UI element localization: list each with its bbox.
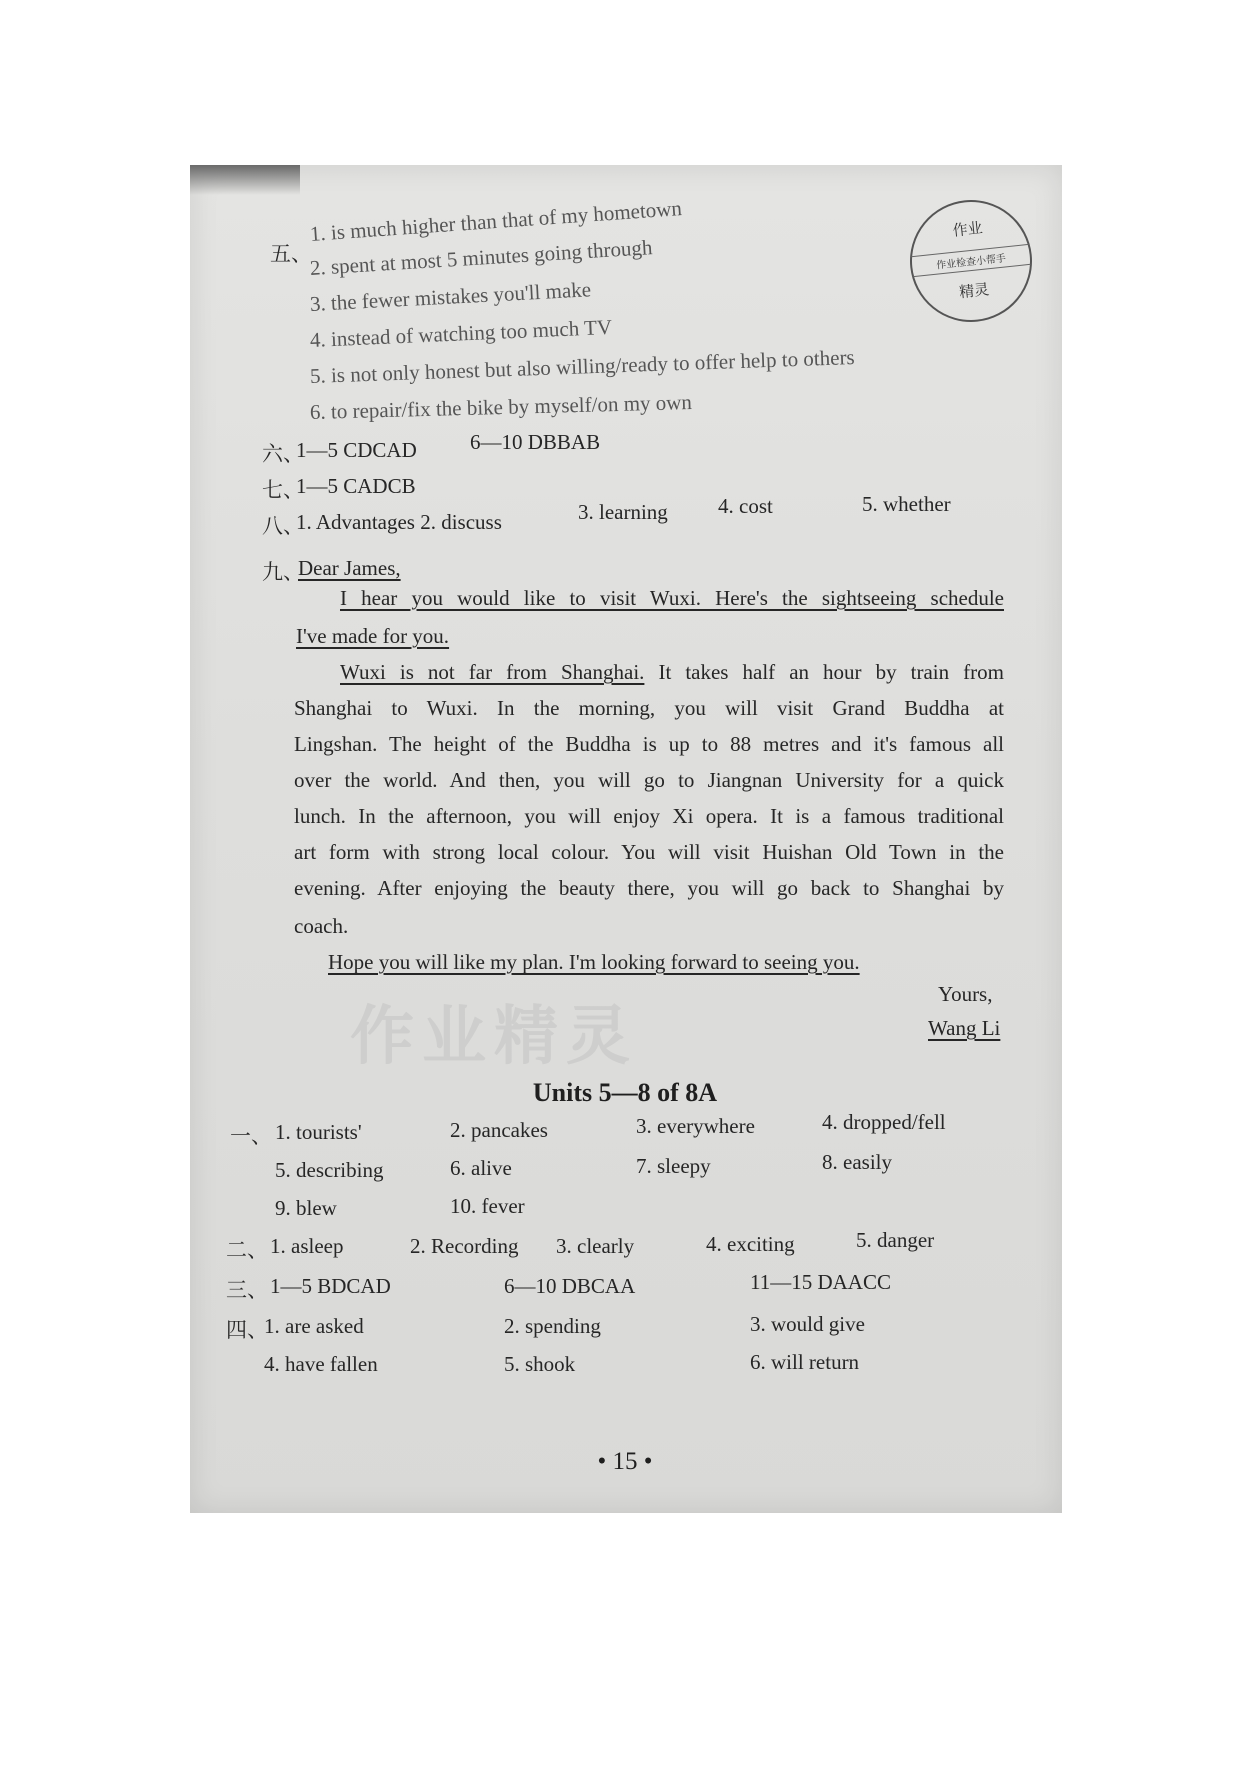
unit-part-3-item-2: 6—10 DBCAA bbox=[504, 1274, 636, 1298]
letter-sign-off: Yours, bbox=[938, 982, 993, 1006]
page-number: • 15 • bbox=[597, 1448, 653, 1475]
unit-part-4-r1c1: 1. are asked bbox=[264, 1314, 364, 1338]
letter-signature: Wang Li bbox=[928, 1016, 1001, 1040]
section-5-item-3: 3. the fewer mistakes you'll make bbox=[309, 277, 592, 316]
unit-part-4-r1c3: 3. would give bbox=[750, 1312, 865, 1336]
letter-para-1-line-2: I've made for you. bbox=[296, 624, 450, 648]
stamp-line-1: 作业 bbox=[951, 218, 984, 240]
letter-line-1: Shanghai to Wuxi. In the morning, you will visit Grand Buddha at bbox=[294, 696, 1004, 720]
unit-part-3-item-1: 1—5 BDCAD bbox=[270, 1274, 391, 1298]
letter-para-2-rest: It takes half an hour by train from bbox=[644, 660, 1004, 684]
photo-shadow-edge bbox=[190, 165, 300, 195]
section-5-item-5: 5. is not only honest but also willing/ready to offer help to others bbox=[309, 344, 856, 388]
letter-para-2-line-1 bbox=[340, 660, 1004, 685]
unit-part-1-r1c2: 2. pancakes bbox=[450, 1118, 548, 1142]
section-5-item-1: 1. is much higher than that of my hometown bbox=[309, 196, 683, 246]
letter-para-1-line-1: I hear you would like to visit Wuxi. Here's the sightseeing schedule bbox=[340, 586, 1004, 610]
section-6-marker: 六、 bbox=[262, 442, 304, 466]
unit-part-1-r2c4: 8. easily bbox=[822, 1150, 892, 1174]
section-8-answer-1-2: 1. Advantages 2. discuss bbox=[296, 510, 502, 534]
unit-part-2-marker: 二、 bbox=[226, 1238, 268, 1262]
unit-part-2-item-2: 2. Recording bbox=[410, 1234, 519, 1258]
section-6-answers-b: 6—10 DBBAB bbox=[470, 430, 601, 454]
letter-last-line: coach. bbox=[294, 914, 349, 938]
section-8-marker: 八、 bbox=[262, 514, 304, 538]
watermark: 作业精灵 bbox=[350, 1000, 638, 1074]
unit-part-1-marker: 一、 bbox=[230, 1124, 272, 1148]
section-6-answers-a: 1—5 CDCAD bbox=[296, 438, 417, 462]
unit-part-1-r2c1: 5. describing bbox=[275, 1158, 384, 1182]
unit-part-4-r2c1: 4. have fallen bbox=[264, 1352, 378, 1376]
unit-part-4-r1c2: 2. spending bbox=[504, 1314, 601, 1338]
letter-line-3: over the world. And then, you will go to Jiangnan University for a quick bbox=[294, 768, 1004, 792]
section-9-marker: 九、 bbox=[262, 560, 304, 584]
unit-part-1-r2c3: 7. sleepy bbox=[636, 1154, 711, 1178]
letter-line-2: Lingshan. The height of the Buddha is up to 88 metres and it's famous all bbox=[294, 732, 1004, 756]
letter-para-2-underlined: Wuxi is not far from Shanghai. bbox=[340, 660, 645, 684]
section-5-marker: 五、 bbox=[270, 242, 312, 266]
unit-part-2-item-3: 3. clearly bbox=[556, 1234, 635, 1258]
section-5-item-2: 2. spent at most 5 minutes going through bbox=[309, 235, 654, 280]
unit-part-4-r2c3: 6. will return bbox=[750, 1350, 860, 1374]
unit-part-1-r3c2: 10. fever bbox=[450, 1194, 525, 1218]
section-8-answer-5: 5. whether bbox=[862, 492, 951, 516]
unit-part-2-item-5: 5. danger bbox=[856, 1228, 935, 1252]
section-7-marker: 七、 bbox=[262, 478, 304, 502]
unit-title: Units 5—8 of 8A bbox=[532, 1078, 718, 1107]
stamp-line-2: 作业检查小帮手 bbox=[911, 244, 1031, 277]
letter-line-6: evening. After enjoying the beauty there, you will go back to Shanghai by bbox=[294, 876, 1004, 900]
section-8-answer-4: 4. cost bbox=[718, 494, 773, 518]
section-5-item-6: 6. to repair/fix the bike by myself/on my own bbox=[309, 390, 693, 424]
letter-greeting: Dear James, bbox=[298, 556, 401, 580]
unit-part-2-item-4: 4. exciting bbox=[706, 1232, 795, 1256]
unit-part-1-r3c1: 9. blew bbox=[275, 1196, 337, 1220]
unit-part-1-r2c2: 6. alive bbox=[450, 1156, 512, 1180]
unit-part-3-marker: 三、 bbox=[226, 1278, 268, 1302]
unit-part-1-r1c3: 3. everywhere bbox=[636, 1114, 755, 1138]
letter-closing: Hope you will like my plan. I'm looking forward to seeing you. bbox=[328, 950, 860, 974]
unit-part-1-r1c4: 4. dropped/fell bbox=[822, 1110, 946, 1134]
unit-part-3-item-3: 11—15 DAACC bbox=[750, 1270, 891, 1294]
unit-part-4-marker: 四、 bbox=[226, 1318, 268, 1342]
letter-line-5: art form with strong local colour. You will visit Huishan Old Town in the bbox=[294, 840, 1004, 864]
unit-part-1-r1c1: 1. tourists' bbox=[275, 1120, 362, 1144]
section-8-answer-3: 3. learning bbox=[578, 500, 668, 524]
letter-line-4: lunch. In the afternoon, you will enjoy Xi opera. It is a famous traditional bbox=[294, 804, 1004, 828]
section-5-item-4: 4. instead of watching too much TV bbox=[309, 314, 613, 352]
unit-part-4-r2c2: 5. shook bbox=[504, 1352, 576, 1376]
unit-part-2-item-1: 1. asleep bbox=[270, 1234, 344, 1258]
section-7-answers: 1—5 CADCB bbox=[296, 474, 416, 498]
stamp-line-3: 精灵 bbox=[958, 280, 990, 302]
